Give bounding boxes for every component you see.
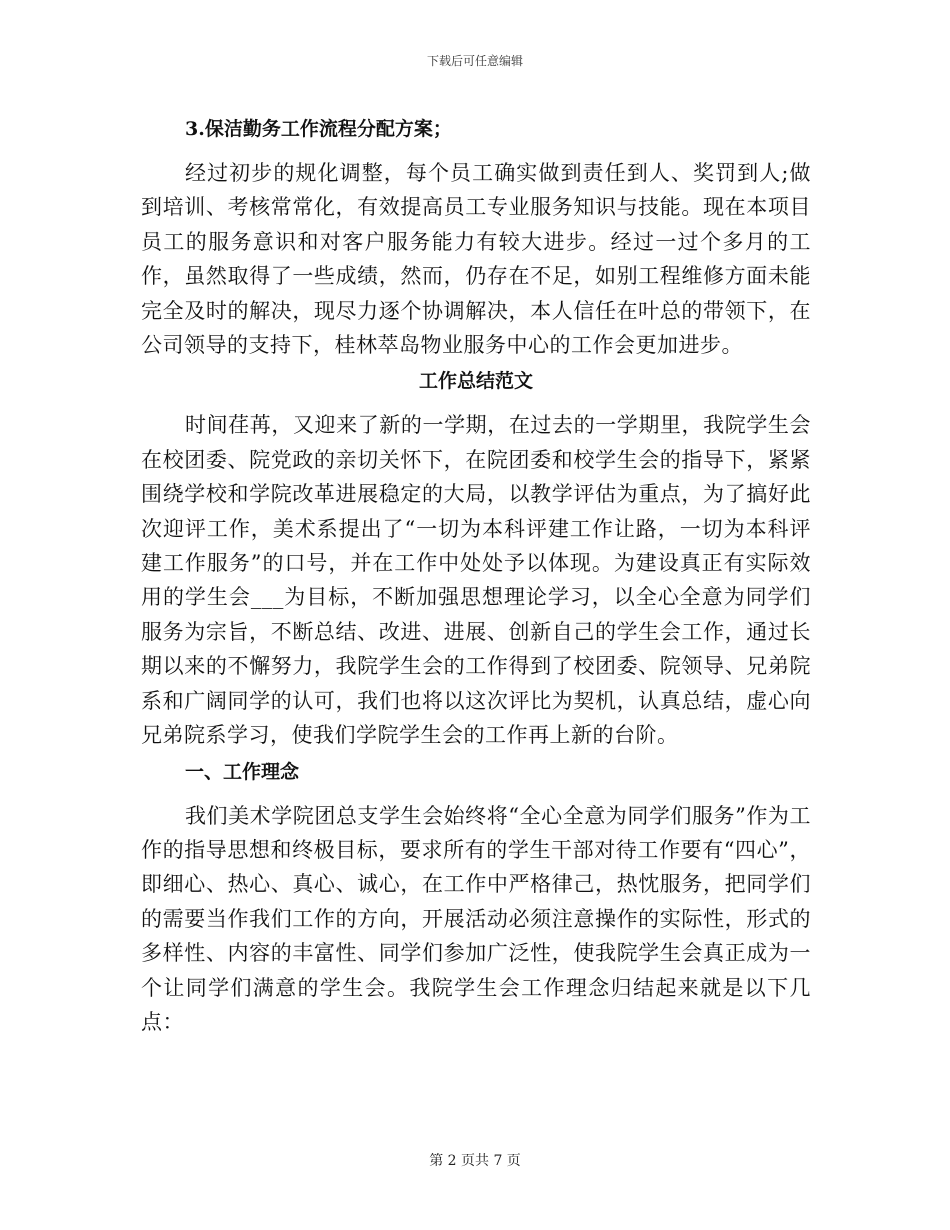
document-title: 工作总结范文: [418, 370, 533, 393]
section-heading-cleaning-plan: 3.保洁勤务工作流程分配方案；: [185, 118, 452, 140]
page-header-note: 下载后可任意编辑: [426, 54, 523, 68]
paragraph-work-philosophy: 我们美术学院团总支学生会始终将“全心全意为同学们服务”作为工作的指导思想和终极目标，要求所有的学生干部对待工作要有“四心”，即细心、热心、真心、诚心，在工作中严格律己，热忱服务，把同学们的需要当作我们工作的方向，开展活动必须注意操作的实际性，形式的多样性、内容的丰富性、同学们参加广泛性，使我院学生会真正成为一个让同学们满意的学生会。我院学生会工作理念归结起来就是以下几点：: [141, 803, 811, 1034]
document-body: [141, 114, 811, 1039]
paragraph-work-summary: 时间荏苒，又迎来了新的一学期，在过去的一学期里，我院学生会在校团委、院党政的亲切关怀下，在院团委和校学生会的指导下，紧紧围绕学校和学院改革进展稳定的大局，以教学评估为重点，为了搞好此次迎评工作，美术系提出了“一切为本科评建工作让路，一切为本科评建工作服务”的口号，并在工作中处处予以体现。为建设真正有实际效用的学生会___为目标，不断加强思想理论学习，以全心全意为同学们服务为宗旨，不断总结、改进、进展、创新自己的学生会工作，通过长期以来的不懈努力，我院学生会的工作得到了校团委、院领导、兄弟院系和广阔同学的认可，我们也将以这次评比为契机，认真总结，虚心向兄弟院系学习，使我们学院学生会的工作再上新的台阶。: [141, 413, 811, 748]
page-footer: 第 2 页共 7 页: [429, 1153, 521, 1169]
section-heading-work-philosophy: 一、工作理念: [185, 760, 300, 783]
paragraph-cleaning-plan: 经过初步的规化调整，每个员工确实做到责任到人、奖罚到人;做到培训、考核常常化，有效提高员工专业服务知识与技能。现在本项目员工的服务意识和对客户服务能力有较大进步。经过一过个多月的工作，虽然取得了一些成绩，然而，仍存在不足，如别工程维修方面未能完全及时的解决，现尽力逐个协调解决，本人信任在叶总的带领下，在公司领导的支持下，桂林萃岛物业服务中心的工作会更加进步。: [141, 161, 811, 358]
